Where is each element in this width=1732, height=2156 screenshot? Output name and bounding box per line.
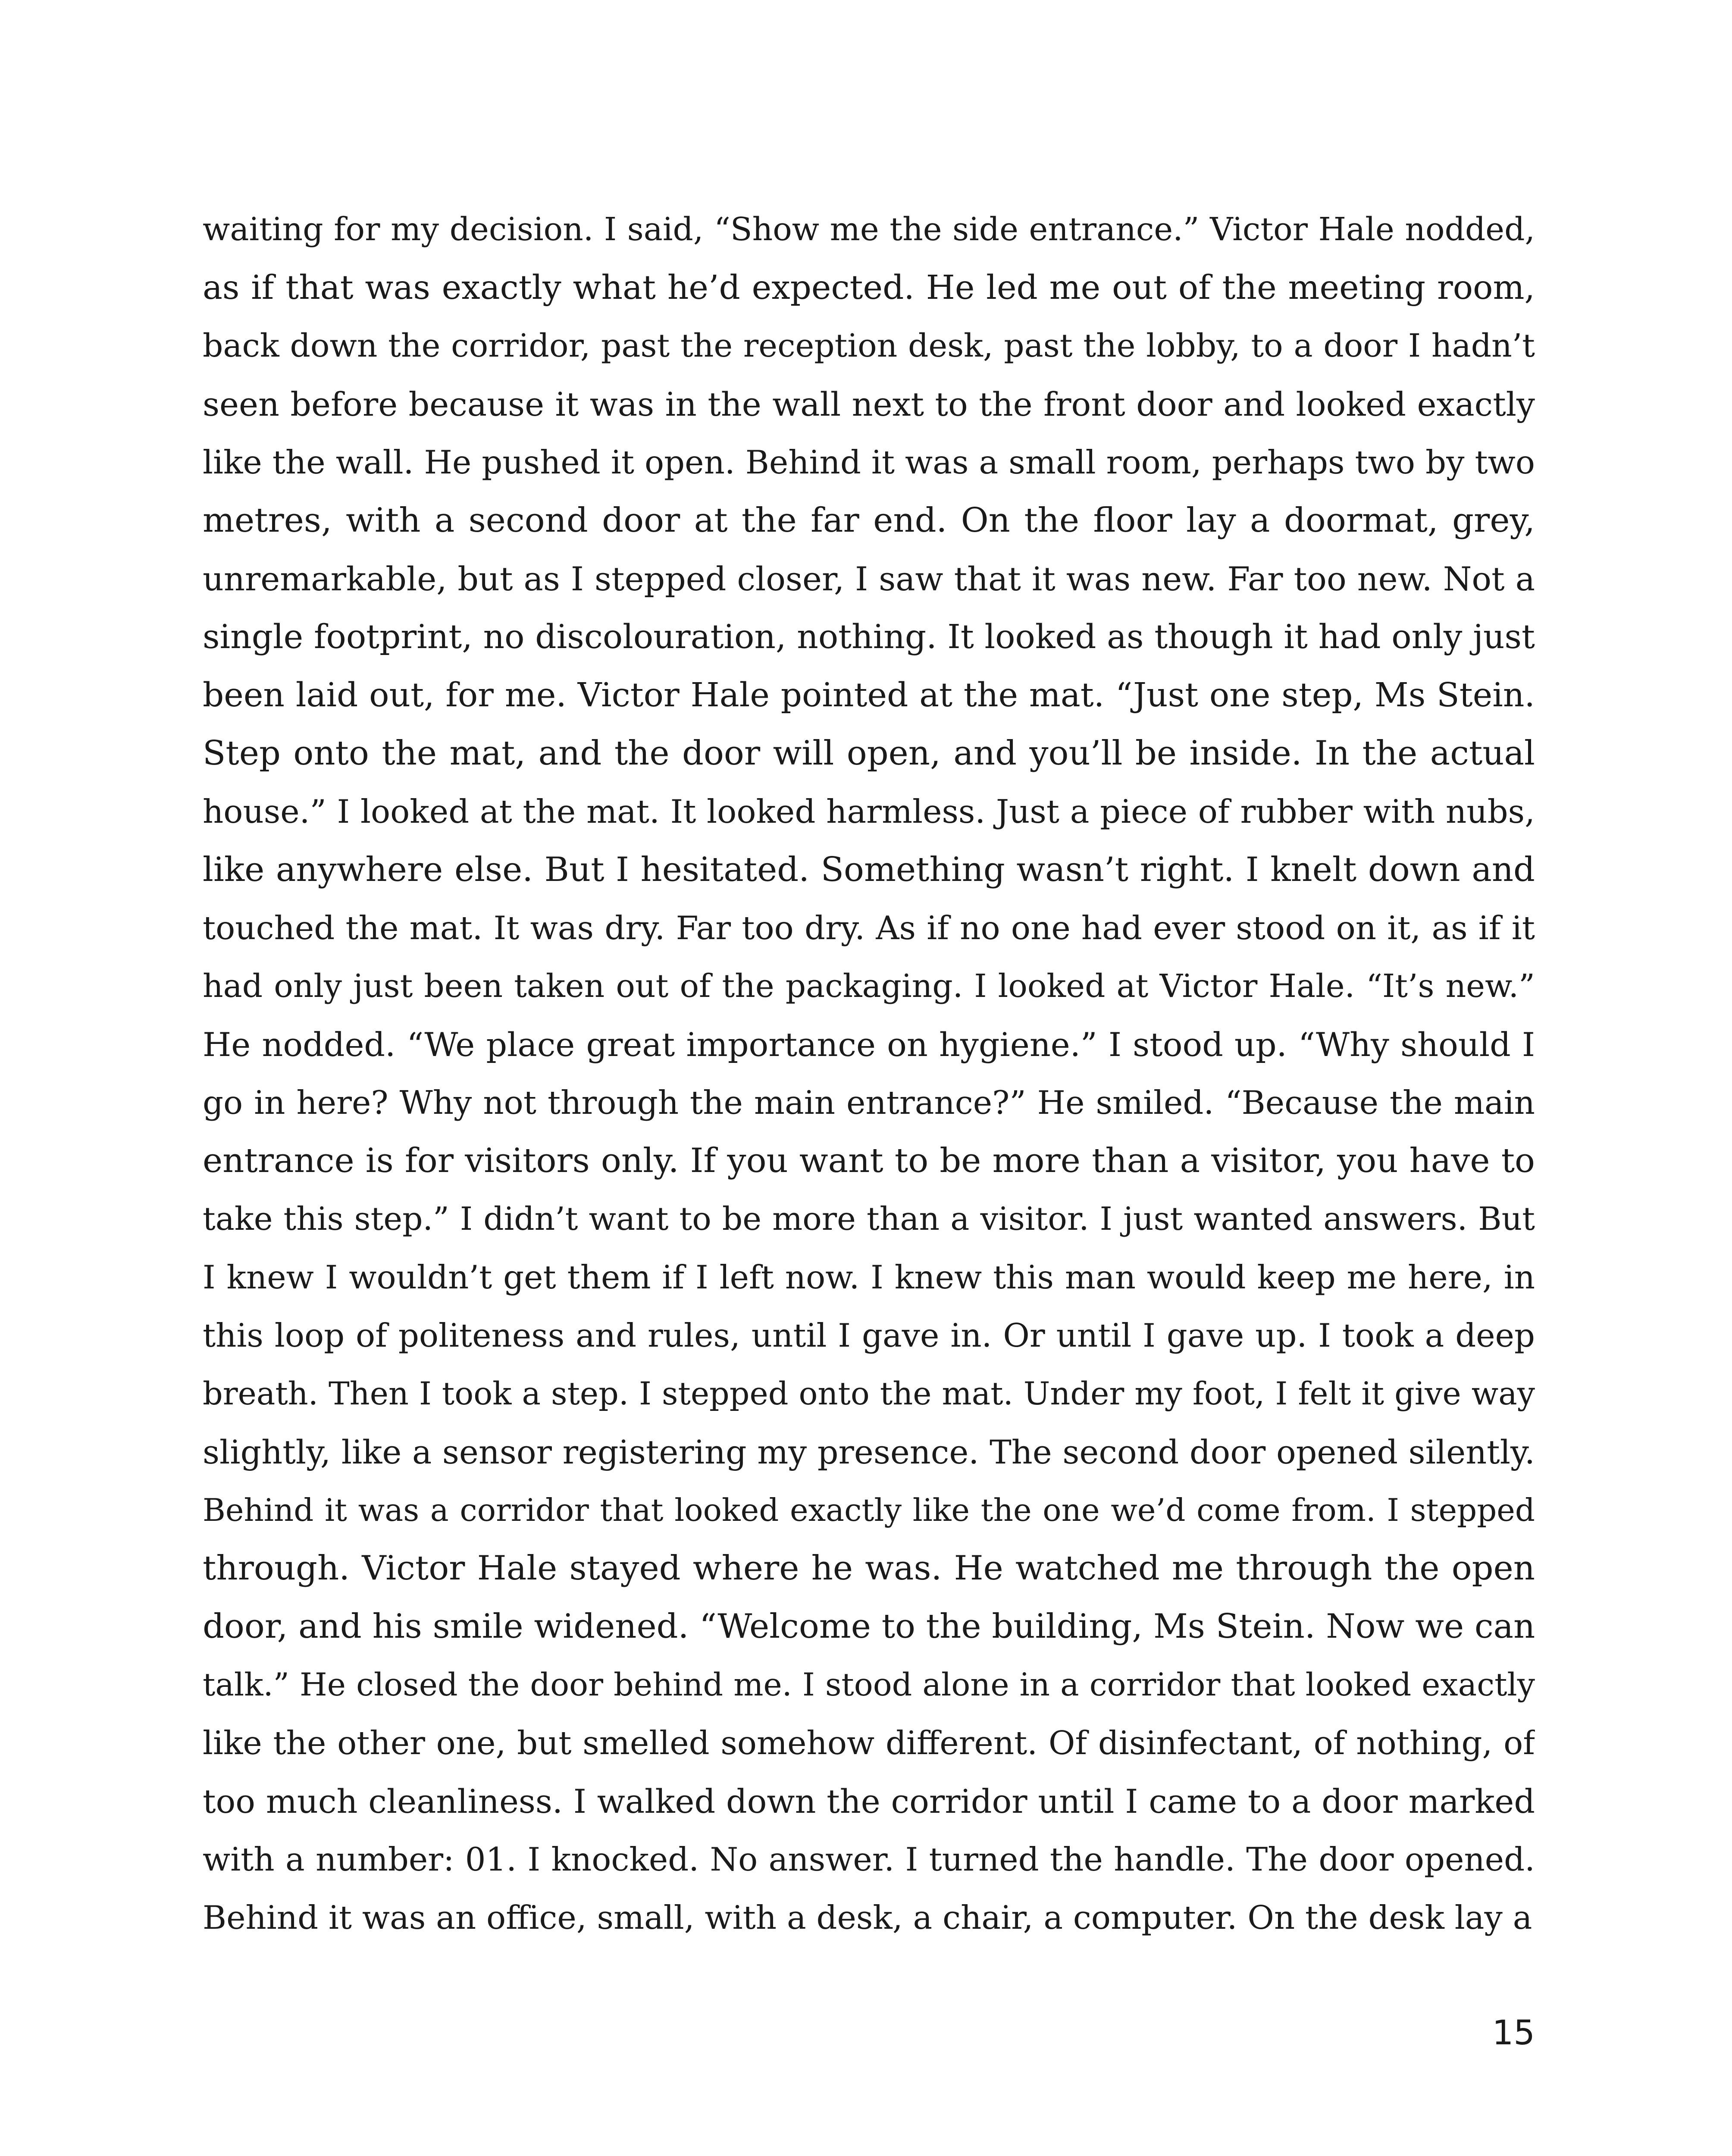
text-line: talk.” He closed the door behind me. I stood alone in a corridor that looked exactly xyxy=(203,1667,1535,1703)
text-line: breath. Then I took a step. I stepped onto the mat. Under my foot, I felt it give way xyxy=(203,1376,1535,1412)
text-line: go in here? Why not through the main entrance?” He smiled. “Because the main xyxy=(203,1084,1535,1122)
text-line: slightly, like a sensor registering my presence. The second door opened silently. xyxy=(203,1433,1535,1471)
text-line: this loop of politeness and rules, until I gave in. Or until I gave up. I took a deep xyxy=(203,1316,1535,1354)
text-line: take this step.” I didn’t want to be more than a visitor. I just wanted answers. But xyxy=(203,1200,1535,1238)
text-line: back down the corridor, past the reception desk, past the lobby, to a door I hadn’t xyxy=(203,327,1535,364)
body-paragraph xyxy=(203,201,1535,1947)
text-line: too much cleanliness. I walked down the corridor until I came to a door marked xyxy=(203,1782,1535,1821)
text-line: Behind it was an office, small, with a desk, a chair, a computer. On the desk lay a xyxy=(203,1899,1532,1937)
text-line: like the other one, but smelled somehow different. Of disinfectant, of nothing, of xyxy=(203,1724,1535,1762)
text-line: as if that was exactly what he’d expected. He led me out of the meeting room, xyxy=(203,269,1535,307)
text-line: He nodded. “We place great importance on hygiene.” I stood up. “Why should I xyxy=(203,1025,1535,1064)
text-line: unremarkable, but as I stepped closer, I saw that it was new. Far too new. Not a xyxy=(203,560,1535,598)
text-line: through. Victor Hale stayed where he was. He watched me through the open xyxy=(203,1549,1535,1588)
text-line: Step onto the mat, and the door will open, and you’ll be inside. In the actual xyxy=(203,734,1535,773)
text-line: with a number: 01. I knocked. No answer. I turned the handle. The door opened. xyxy=(203,1840,1535,1878)
text-line: been laid out, for me. Victor Hale pointed at the mat. “Just one step, Ms Stein. xyxy=(203,676,1535,714)
page-number: 15 xyxy=(1492,2014,1535,2053)
text-line: I knew I wouldn’t get them if I left now. I knew this man would keep me here, in xyxy=(203,1258,1535,1296)
text-line: house.” I looked at the mat. It looked harmless. Just a piece of rubber with nubs, xyxy=(203,793,1535,830)
text-line: had only just been taken out of the packaging. I looked at Victor Hale. “It’s new.” xyxy=(203,968,1535,1005)
text-line: like the wall. He pushed it open. Behind it was a small room, perhaps two by two xyxy=(203,443,1535,481)
text-line: single footprint, no discolouration, nothing. It looked as though it had only just xyxy=(203,618,1535,656)
text-line: touched the mat. It was dry. Far too dry. As if no one had ever stood on it, as if it xyxy=(203,909,1535,947)
text-line: seen before because it was in the wall next to the front door and looked exactly xyxy=(203,385,1535,423)
text-line: waiting for my decision. I said, “Show me the side entrance.” Victor Hale nodded, xyxy=(203,211,1535,248)
text-line: Behind it was a corridor that looked exactly like the one we’d come from. I stepped xyxy=(203,1492,1535,1528)
text-line: like anywhere else. But I hesitated. Something wasn’t right. I knelt down and xyxy=(203,850,1535,889)
text-line: entrance is for visitors only. If you want to be more than a visitor, you have to xyxy=(203,1141,1535,1180)
text-line: metres, with a second door at the far end. On the floor lay a doormat, grey, xyxy=(203,501,1535,540)
text-line: door, and his smile widened. “Welcome to the building, Ms Stein. Now we can xyxy=(203,1607,1535,1646)
